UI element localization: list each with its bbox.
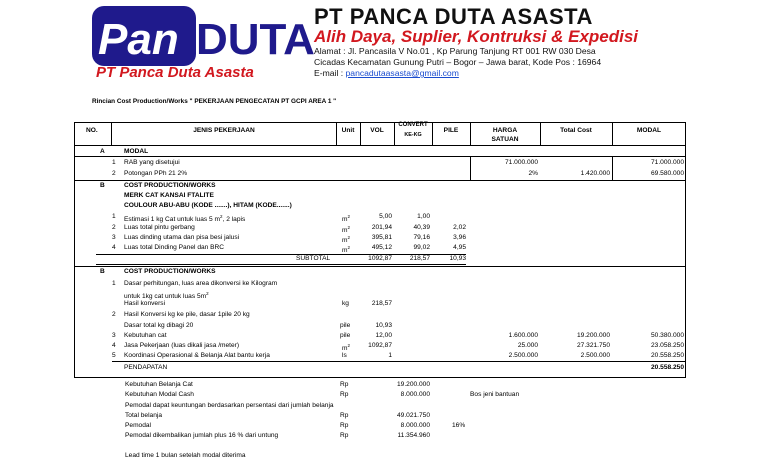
document-title: Rincian Cost Production/Works " PEKERJAAN PENGECATAN PT GCPI AREA 1 " [92, 98, 337, 105]
email-label: E-mail : [314, 68, 346, 78]
b1-row-2-vol: 201,94 [371, 224, 392, 231]
subtotal-pile: 10,93 [449, 255, 466, 262]
b2-row-4-total: 27.321.750 [576, 342, 610, 349]
b2-row-3-desc: Kebutuhan cat [124, 332, 167, 339]
logo-subtitle: PT Panca Duta Asasta [96, 64, 254, 81]
b1-row-2-conv: 40,39 [413, 224, 430, 231]
header-satuan: SATUAN [491, 136, 519, 143]
b1-row-2-desc: Luas total pintu gerbang [124, 224, 195, 231]
b1-row-3-no: 3 [112, 234, 116, 241]
b2-row-5-unit: ls [342, 352, 347, 359]
summary-label: Pemodal dikembalikan jumlah plus 16 % dari untung [125, 432, 279, 439]
subtotal-line [96, 264, 466, 265]
section-b2-letter: B [100, 268, 105, 275]
summary-value: 8.000.000 [400, 391, 430, 398]
b2-row-3-modal: 50.380.000 [650, 332, 684, 339]
subtotal-label: SUBTOTAL [296, 255, 331, 262]
a-row-2-desc: Potongan PPh 21 2% [124, 170, 188, 177]
a-row-1-no: 1 [112, 159, 116, 166]
a-row-2-no: 2 [112, 170, 116, 177]
a-row-1-modal: 71.000.000 [650, 159, 684, 166]
section-b1-letter: B [100, 182, 105, 189]
summary-label: Pemodal dapat keuntungan berdasarkan persentasi dari jumlah belanja [125, 402, 334, 409]
b1-row-3-pile: 3,96 [453, 234, 466, 241]
header-vol: VOL [370, 127, 384, 134]
b2-row-4-modal: 23.058.250 [650, 342, 684, 349]
header-convert-kg: KE-KG [404, 132, 422, 138]
summary-label: Pemodal [125, 422, 152, 429]
b1-row-4-vol: 495,12 [371, 244, 392, 251]
a-row-2-modal: 69.580.000 [650, 170, 684, 177]
b2-row-1-line1: Dasar perhitungan, luas area dikonversi ke Kilogram [124, 280, 278, 287]
logo-pan-text: Pan [98, 15, 179, 64]
b1-row-2-unit: $m^2$ [342, 225, 351, 235]
b1-row-4-pile: 4,95 [453, 244, 466, 251]
b2-row-3-no: 3 [112, 332, 116, 339]
summary-label: Kebutuhan Belanja Cat [125, 381, 193, 388]
summary-label: Total belanja [125, 412, 163, 419]
b1-row-1-conv: 1,00 [417, 213, 430, 220]
b1-row-3-desc: Luas dinding utama dan pisa besi jalusi [124, 234, 240, 241]
section-line [74, 266, 686, 267]
b1-row-4-no: 4 [112, 244, 116, 251]
section-b1-title: COST PRODUCTION/WORKS [124, 182, 216, 189]
b1-row-3-unit: $m^2$ [342, 235, 351, 245]
b1-row-1-vol: 5,00 [379, 213, 392, 220]
logo-duta-text: DUTA [196, 15, 315, 64]
table-border [74, 122, 686, 123]
b2-row-1-line2: untuk 1kg cat untuk luas $5m^2$ [124, 291, 209, 301]
b2-row-5-total: 2.500.000 [580, 352, 610, 359]
dasar-total-unit: pile [340, 322, 351, 329]
summary-currency: Rp [340, 391, 349, 398]
table-border [685, 122, 686, 378]
header-no: NO. [86, 127, 98, 134]
b1-row-2-pile: 2,02 [453, 224, 466, 231]
summary-note: 16% [452, 422, 466, 429]
summary-currency: Rp [340, 432, 349, 439]
a-row-1-desc: RAB yang disetujui [124, 159, 180, 166]
hasil-konversi-unit: kg [342, 300, 349, 307]
b2-row-5-desc: Koordinasi Operasional & Belanja Alat bantu kerja [124, 352, 270, 359]
section-a-letter: A [100, 148, 105, 155]
email-link[interactable]: pancadutaasasta@gmail.com [345, 68, 459, 78]
email-line [314, 68, 459, 78]
header-harga: HARGA [492, 127, 518, 134]
b1-row-1-unit: $m^2$ [342, 214, 351, 224]
address-line-2: Cicadas Kecamatan Gunung Putri – Bogor – Jawa barat, Kode Pos : 16964 [314, 57, 602, 67]
b2-row-3-harga: 1.600.000 [508, 332, 538, 339]
b2-row-4-desc: Jasa Pekerjaan (luas dikali jasa /meter) [124, 342, 240, 349]
summary-currency: Rp [340, 381, 349, 388]
table-border [74, 377, 686, 378]
b2-row-4-unit: $m^2$ [342, 343, 351, 353]
section-b2-title: COST PRODUCTION/WORKS [124, 268, 216, 275]
header-total-cost: Total Cost [560, 127, 592, 134]
logo-graphic [92, 6, 315, 68]
b2-row-5-modal: 20.558.250 [650, 352, 684, 359]
b2-row-3-vol: 12,00 [375, 332, 392, 339]
subtotal-vol: 1092,87 [368, 255, 392, 262]
section-line [74, 180, 686, 181]
dasar-total-label: Dasar total kg dibagi 20 [124, 322, 194, 329]
company-tagline: Alih Daya, Suplier, Kontruksi & Expedisi [314, 27, 639, 46]
b2-row-1-no: 1 [112, 280, 116, 287]
b2-row-4-harga: 25.000 [517, 342, 538, 349]
summary-value: 19.200.000 [396, 381, 430, 388]
summary-value: 11.354.960 [397, 432, 430, 439]
summary-currency: Rp [340, 412, 349, 419]
hasil-konversi-vol: 218,57 [371, 300, 392, 307]
summary-note: Bos jeni bantuan [470, 391, 520, 398]
cost-table [74, 122, 686, 378]
summary-value: 8.000.000 [400, 422, 430, 429]
b2-row-4-no: 4 [112, 342, 116, 349]
b2-row-5-vol: 1 [388, 352, 392, 359]
b1-row-4-unit: $m^2$ [342, 245, 351, 255]
a-row-2-total: 1.420.000 [580, 170, 610, 177]
header-jenis: JENIS PEKERJAAN [193, 127, 255, 134]
b2-row-2-desc: Hasil Konversi kg ke pile, dasar 1pile 20 kg [124, 311, 250, 318]
summary-label: Kebutuhan Modal Cash [125, 391, 194, 398]
b1-row-4-conv: 99,02 [413, 244, 430, 251]
section-b1-colour: COULOUR ABU-ABU (KODE .......), HITAM (KODE.......) [124, 202, 292, 209]
company-name: PT PANCA DUTA ASASTA [314, 4, 593, 29]
pendapatan-value: 20.558.250 [650, 364, 684, 371]
b2-row-3-total: 19.200.000 [576, 332, 610, 339]
lead-time-note: Lead time 1 bulan setelah modal diterima [125, 452, 246, 459]
b1-row-1-desc: Estimasi 1 kg Cat untuk luas 5 $m^2$, 2 lapis [124, 214, 246, 224]
summary-currency: Rp [340, 422, 349, 429]
b1-row-1-no: 1 [112, 213, 116, 220]
b2-row-4-vol: 1092,87 [368, 342, 392, 349]
header-modal: MODAL [636, 127, 662, 134]
b1-row-2-no: 2 [112, 224, 116, 231]
header-convert: CONVERT [398, 122, 428, 128]
b2-row-2-no: 2 [112, 311, 116, 318]
b2-row-3-unit: pile [340, 332, 351, 339]
b1-row-4-desc: Luas total Dinding Panel dan BRC [124, 244, 225, 251]
header-unit: Unit [341, 127, 355, 134]
b2-row-5-harga: 2.500.000 [508, 352, 538, 359]
pendapatan-label: PENDAPATAN [124, 364, 168, 371]
table-border [74, 145, 686, 146]
b2-row-5-no: 5 [112, 352, 116, 359]
subtotal-conv: 218,57 [409, 255, 430, 262]
section-a-title: MODAL [124, 148, 149, 155]
dasar-total-vol: 10,93 [375, 322, 392, 329]
b1-row-3-conv: 79,16 [413, 234, 430, 241]
section-line [74, 156, 686, 157]
a-row-2-harga: 2% [528, 170, 538, 177]
b1-row-3-vol: 395,81 [371, 234, 392, 241]
address-line-1: Alamat : Jl. Pancasila V No.01 , Kp Parung Tanjung RT 001 RW 030 Desa [314, 46, 596, 56]
header-pile: PILE [443, 127, 459, 134]
hasil-konversi-label: Hasil konversi [124, 300, 166, 307]
a-row-1-harga: 71.000.000 [504, 159, 538, 166]
summary-value: 49.021.750 [396, 412, 430, 419]
table-border [74, 122, 75, 378]
section-b1-brand: MERK CAT KANSAI FTALITE [124, 192, 214, 199]
pendapatan-line [112, 361, 686, 362]
